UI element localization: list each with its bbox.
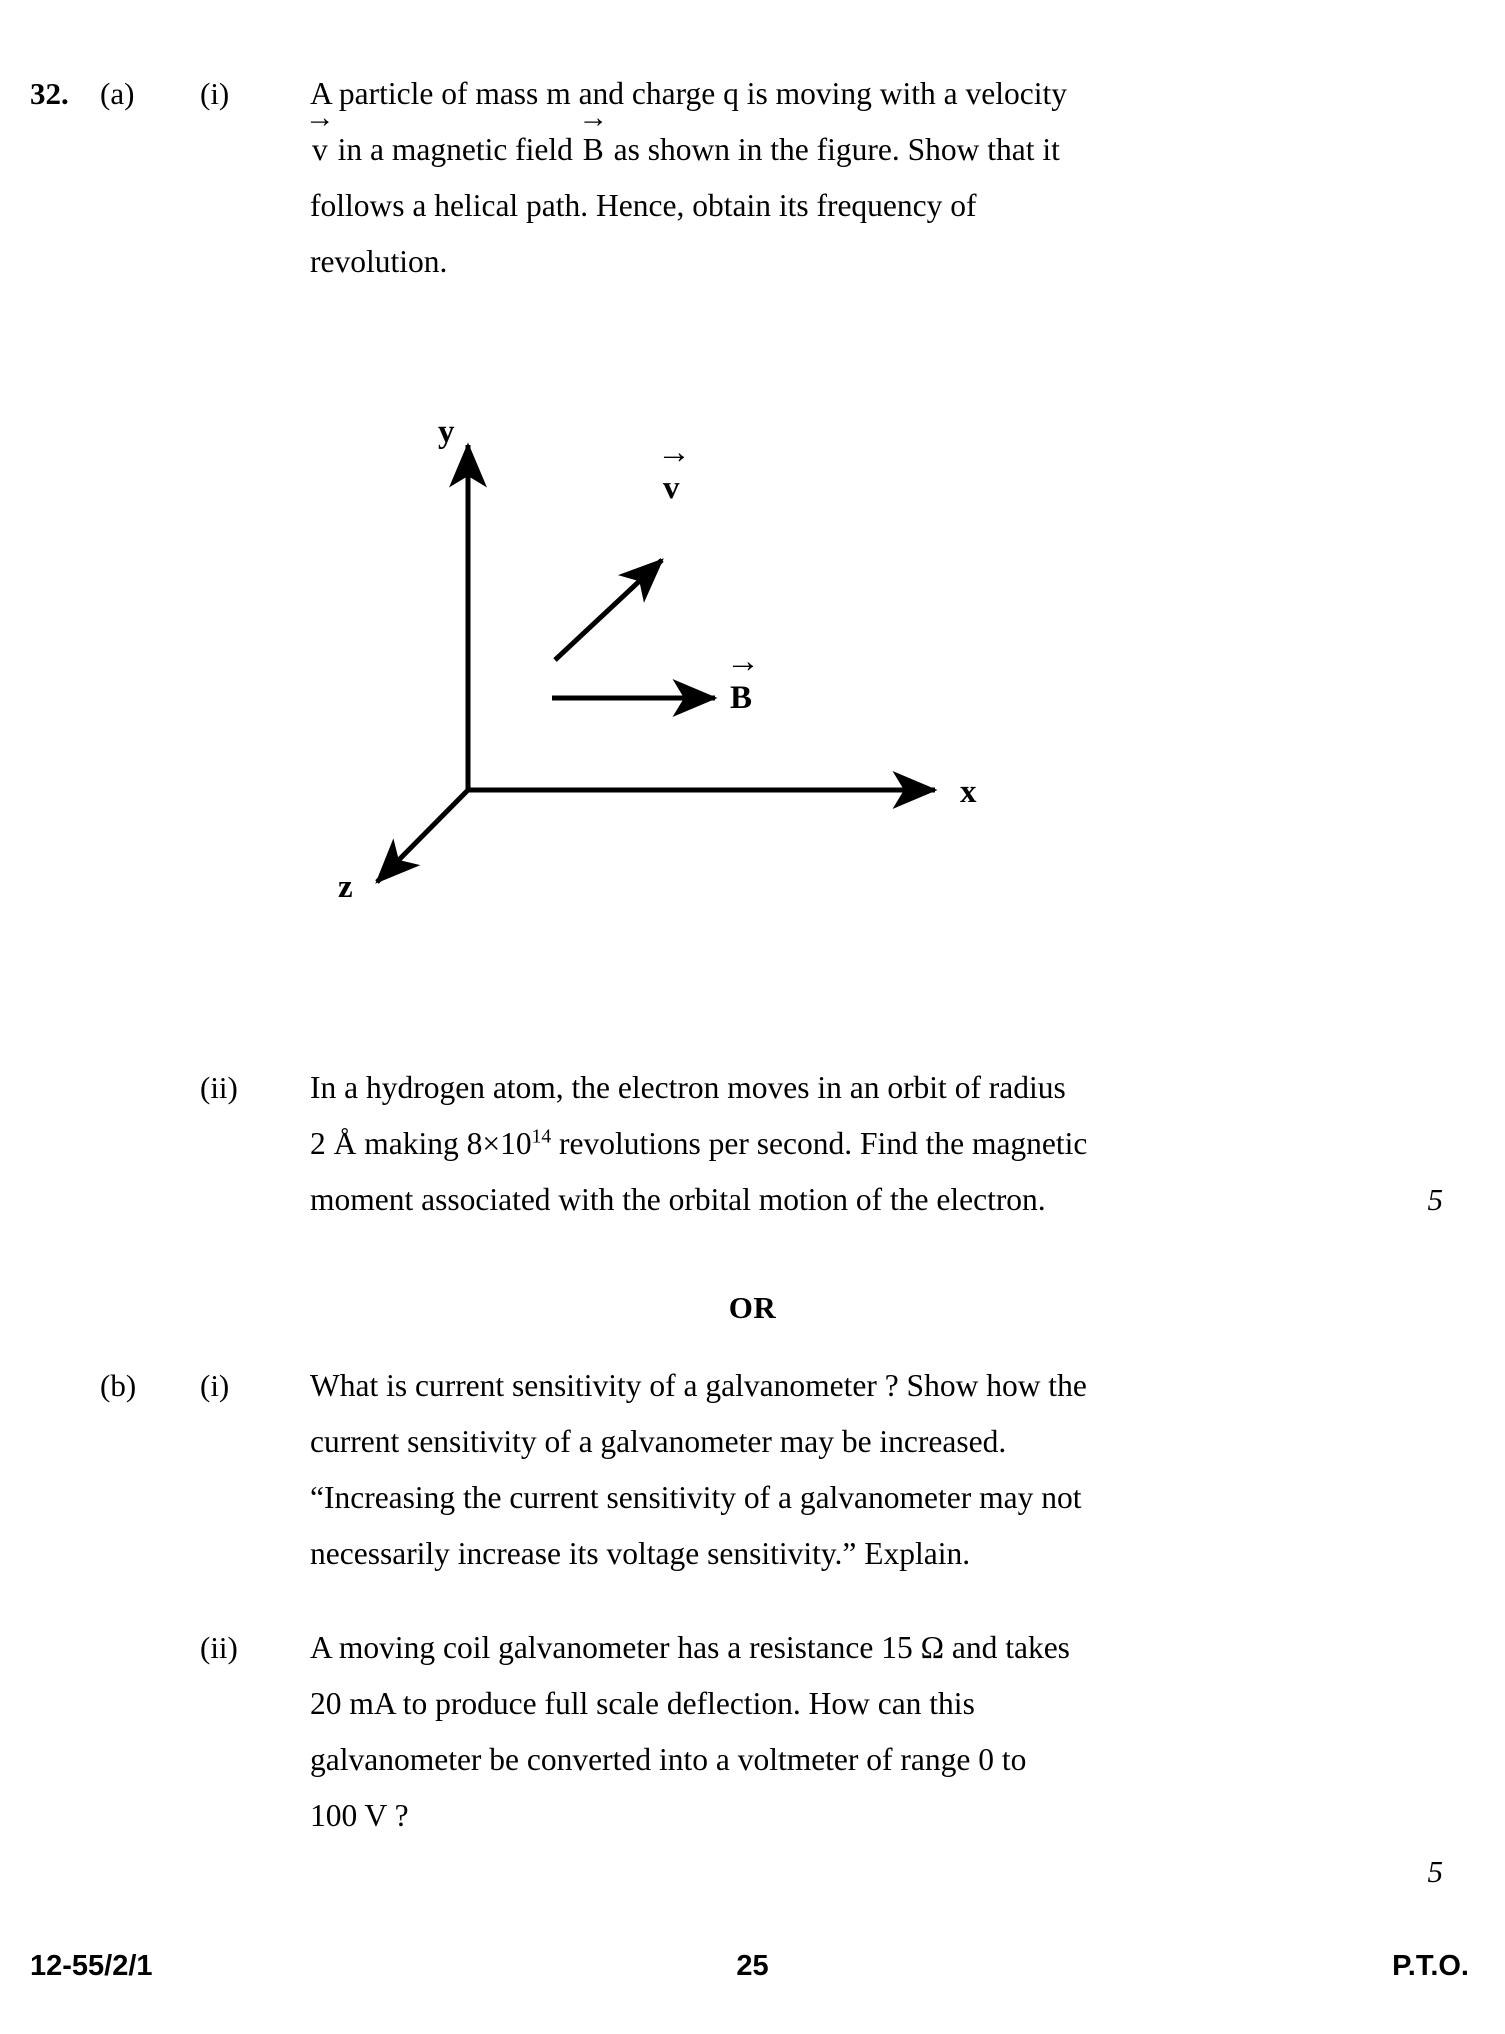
magnetic-field-symbol-letter: B (582, 132, 604, 167)
q32aii-line-2 (310, 1116, 1370, 1172)
subpart-label-b-i: (i) (200, 1368, 230, 1403)
velocity-vector-arrow (555, 560, 662, 660)
q32bii-line-3: galvanometer be converted into a voltmeter of range 0 to (310, 1742, 1027, 1777)
part-label-b: (b) (100, 1368, 137, 1403)
q32bi-line-2: current sensitivity of a galvanometer may be increased. (310, 1424, 1007, 1459)
figure-svg (330, 400, 1030, 905)
q32ai-line-1: A particle of mass m and charge q is moving with a velocity (310, 76, 1067, 111)
q32ai-line-4: revolution. (310, 244, 448, 279)
vector-arrow-accent: → (304, 101, 335, 135)
paper-code: 12-55/2/1 (30, 1950, 153, 1982)
page-footer (0, 1950, 1505, 2000)
marks-part-a: 5 (1427, 1182, 1443, 1217)
subpart-label-b-ii: (ii) (200, 1630, 238, 1665)
q32aii-line-2-a: 2 Å making 8×10 (310, 1126, 532, 1161)
q32bii-line-2: 20 mA to produce full scale deflection. How can this (310, 1686, 975, 1721)
x-axis-label: x (960, 774, 977, 810)
magnetic-field-vector-symbol (578, 101, 609, 178)
q32ai-line-2 (304, 101, 1370, 178)
or-separator: OR (728, 1290, 777, 1325)
velocity-vector-accent: → (657, 434, 691, 471)
q32ai-line-2-post: as shown in the figure. Show that it (613, 132, 1060, 167)
q32bi-line-1: What is current sensitivity of a galvanometer ? Show how the (310, 1368, 1087, 1403)
subpart-label-a-i: (i) (200, 76, 230, 111)
question-32-a-ii-text (310, 1060, 1370, 1228)
question-32-b-ii (30, 1620, 1450, 1844)
question-32-a-ii (30, 1060, 1450, 1228)
part-label-a: (a) (100, 76, 135, 111)
marks-part-b: 5 (1427, 1854, 1443, 1889)
question-32-b-i-text (310, 1358, 1370, 1582)
question-32-a-i (30, 66, 1450, 290)
y-axis-label: y (438, 414, 455, 450)
magnetic-field-vector-accent: → (726, 643, 760, 680)
q32bii-line-1: A moving coil galvanometer has a resistance 15 Ω and takes (310, 1630, 1070, 1665)
question-32-a-i-text (304, 66, 1370, 290)
q32bi-line-3: “Increasing the current sensitivity of a galvanometer may not (310, 1480, 1082, 1515)
question-32-b-i (30, 1358, 1450, 1582)
z-axis-label: z (338, 869, 353, 905)
q32ai-line-3: follows a helical path. Hence, obtain its frequency of (310, 188, 977, 223)
velocity-vector-symbol (304, 101, 335, 178)
q32bii-line-4: 100 V ? (310, 1798, 409, 1833)
velocity-symbol-letter: v (312, 132, 328, 167)
q32aii-line-3: moment associated with the orbital motion of the electron. (310, 1182, 1046, 1217)
question-number: 32. (30, 76, 69, 111)
coordinate-axes-figure (330, 400, 1030, 905)
vector-arrow-accent: → (578, 101, 609, 135)
magnetic-field-vector-label: B (730, 680, 753, 716)
exponent-14: 14 (531, 1126, 552, 1148)
q32ai-line-2-mid: in a magnetic field (337, 132, 573, 167)
q32bi-line-4: necessarily increase its voltage sensitivity.” Explain. (310, 1536, 971, 1571)
velocity-vector-label: v (663, 470, 680, 506)
page-number: 25 (736, 1950, 769, 1982)
q32aii-line-1: In a hydrogen atom, the electron moves in an orbit of radius (310, 1070, 1066, 1105)
pto-label: P.T.O. (1392, 1950, 1469, 1982)
question-32-b-ii-text (310, 1620, 1370, 1844)
z-axis-line (377, 790, 468, 882)
subpart-label-a-ii: (ii) (200, 1070, 238, 1105)
q32aii-line-2-b: revolutions per second. Find the magnetic (551, 1126, 1088, 1161)
